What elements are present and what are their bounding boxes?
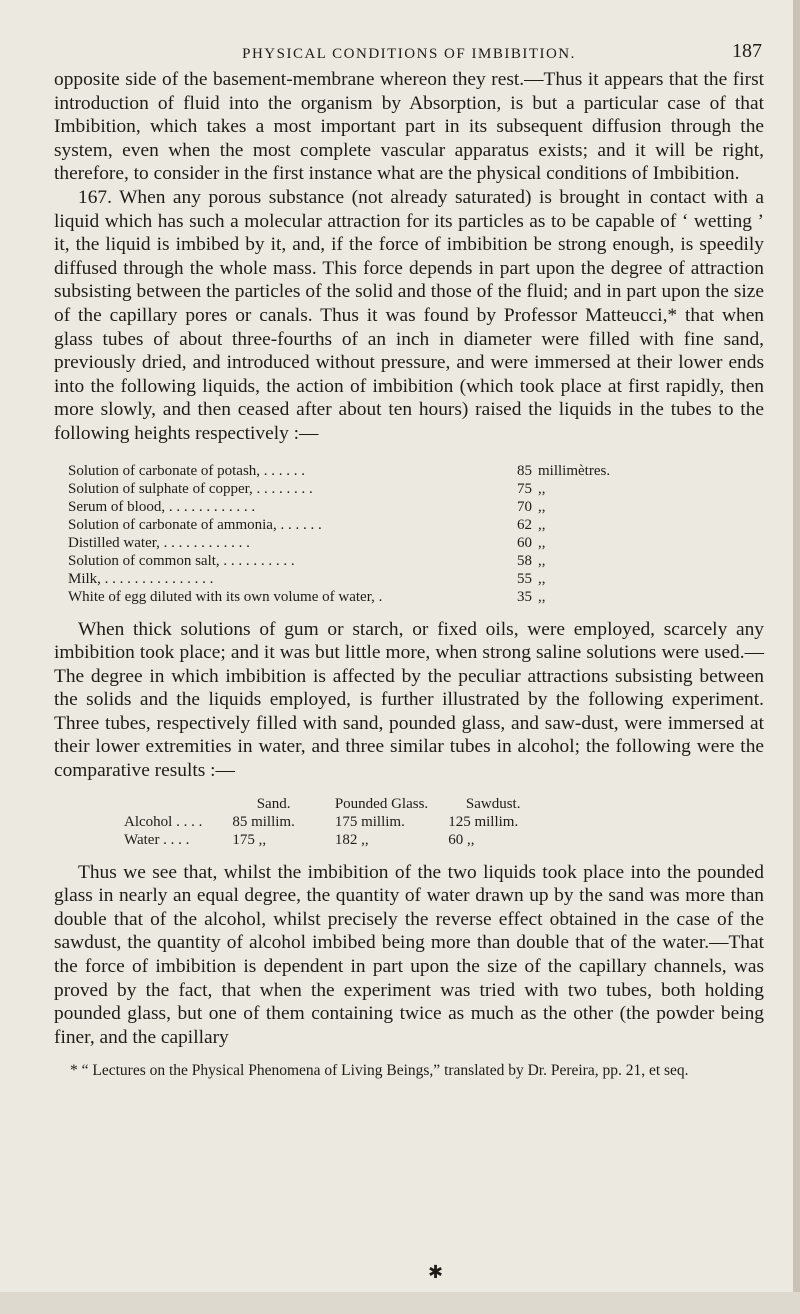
imbibition-heights-table (68, 462, 628, 606)
table-corner (124, 795, 222, 813)
liquid-label: Alcohol . . . . (124, 813, 203, 830)
running-head: PHYSICAL CONDITIONS OF IMBIBITION. (242, 46, 576, 62)
book-page (54, 38, 764, 1080)
table-row (68, 534, 628, 552)
table-row (68, 570, 628, 588)
height-value: 62 (517, 516, 532, 533)
height-value: 85 (517, 462, 532, 479)
column-header: Pounded Glass. (334, 795, 429, 812)
height-unit: ,, (538, 588, 546, 605)
paragraph-gum-starch: When thick solutions of gum or starch, or fixed oils, were employed, scarcely any imbibition took place; and it was but little more, when strong saline solutions were used.—The degree in which imbibition is affected by the peculiar attractions subsisting between the solids and the liquids employed, is further illustrated by the following experiment. Three tubes, respectively filled with sand, pounded glass, and saw-dust, were immersed at their lower extremities in water, and three similar tubes in alcohol; the following were the comparative results :— (54, 618, 764, 782)
height-unit: ,, (538, 498, 546, 515)
table-row (124, 813, 548, 831)
result-cell: 182 ,, (334, 831, 369, 848)
comparative-results-table (124, 795, 548, 849)
liquid-name: Solution of carbonate of potash, . . . . . . (68, 462, 306, 479)
page-bottom-margin (0, 1292, 800, 1314)
height-value: 55 (517, 570, 532, 587)
result-cell: 175 ,, (232, 831, 267, 848)
liquid-name: Milk, . . . . . . . . . . . . . . . (68, 570, 214, 587)
table-row (68, 480, 628, 498)
page-header (54, 38, 764, 68)
table-row (68, 462, 628, 480)
footnote: * “ Lectures on the Physical Phenomena of Living Beings,” translated by Dr. Pereira, pp. 21, et seq. (70, 1062, 689, 1080)
height-unit: ,, (538, 570, 546, 587)
result-cell: 175 millim. (334, 813, 405, 830)
column-header: Sand. (256, 795, 291, 812)
table-row (68, 552, 628, 570)
table-row (68, 498, 628, 516)
height-value: 75 (517, 480, 532, 497)
page-number: 187 (732, 40, 762, 62)
height-unit: ,, (538, 516, 546, 533)
liquid-name: Distilled water, . . . . . . . . . . . . (68, 534, 250, 551)
liquid-label: Water . . . . (124, 831, 190, 848)
result-cell: 85 millim. (232, 813, 295, 830)
table-row (124, 831, 548, 849)
paragraph-167: 167. When any porous substance (not already saturated) is brought in contact with a liquid which has such a molecular attraction for its particles as to be capable of ‘ wetting ’ it, the liquid is imbibed by it, and, if the force of imbibition be strong enough, is speedily diffused through the whole mass. This force depends in part upon the degree of attraction subsisting between the particles of the solid and those of the fluid; and in part upon the size of the capillary pores or canals. Thus it was found by Professor Matteucci,* that when glass tubes of about three-fourths of an inch in diameter were filled with fine sand, previously dried, and introduced without pressure, and were immersed at their lower ends into the following liquids, the action of imbibition (which took place at first rapidly, then more slowly, and then ceased after about ten hours) raised the liquids in the tubes to the following heights respectively :— (54, 186, 764, 444)
height-unit: ,, (538, 534, 546, 551)
height-value: 60 (517, 534, 532, 551)
result-cell: 60 ,, (448, 831, 475, 848)
table-row (68, 588, 628, 606)
table-row (68, 516, 628, 534)
liquid-name: Solution of carbonate of ammonia, . . . . . . (68, 516, 322, 533)
result-cell: 125 millim. (448, 813, 519, 830)
paragraph-absorption: opposite side of the basement-membrane whereon they rest.—Thus it appears that the first introduction of fluid into the organism by Absorption, is but a particular case of that Imbibition, which takes a most important part in its subsequent diffusion through the system, even when the most complete vascular apparatus exists; and it will be right, therefore, to consider in the first instance what are the physical conditions of Imbibition. (54, 69, 764, 185)
height-value: 70 (517, 498, 532, 515)
liquid-name: Solution of common salt, . . . . . . . . . . (68, 552, 295, 569)
page-edge-shadow (793, 0, 800, 1314)
height-unit: millimètres. (538, 462, 611, 479)
height-value: 35 (517, 588, 532, 605)
liquid-name: Serum of blood, . . . . . . . . . . . . (68, 498, 256, 515)
liquid-name: Solution of sulphate of copper, . . . . . . . . (68, 480, 313, 497)
height-unit: ,, (538, 552, 546, 569)
column-header: Sawdust. (465, 795, 521, 812)
paragraph-conclusions: Thus we see that, whilst the imbibition of the two liquids took place into the pounded glass in nearly an equal degree, the quantity of water drawn up by the sand was more than double that of the alcohol, whilst precisely the reverse effect obtained in the case of the sawdust, the quantity of alcohol imbibed being more than double that of the water.—That the force of imbibition is dependent in part upon the size of the capillary channels, was proved by the fact, that when the experiment was tried with two tubes, both holding pounded glass, but one of them containing twice as much as the other (the powder being finer, and the capillary (54, 861, 764, 1048)
height-unit: ,, (538, 480, 546, 497)
printer-mark: ✱ (428, 1262, 444, 1282)
liquid-name: White of egg diluted with its own volume of water, . (68, 588, 383, 605)
height-value: 58 (517, 552, 532, 569)
